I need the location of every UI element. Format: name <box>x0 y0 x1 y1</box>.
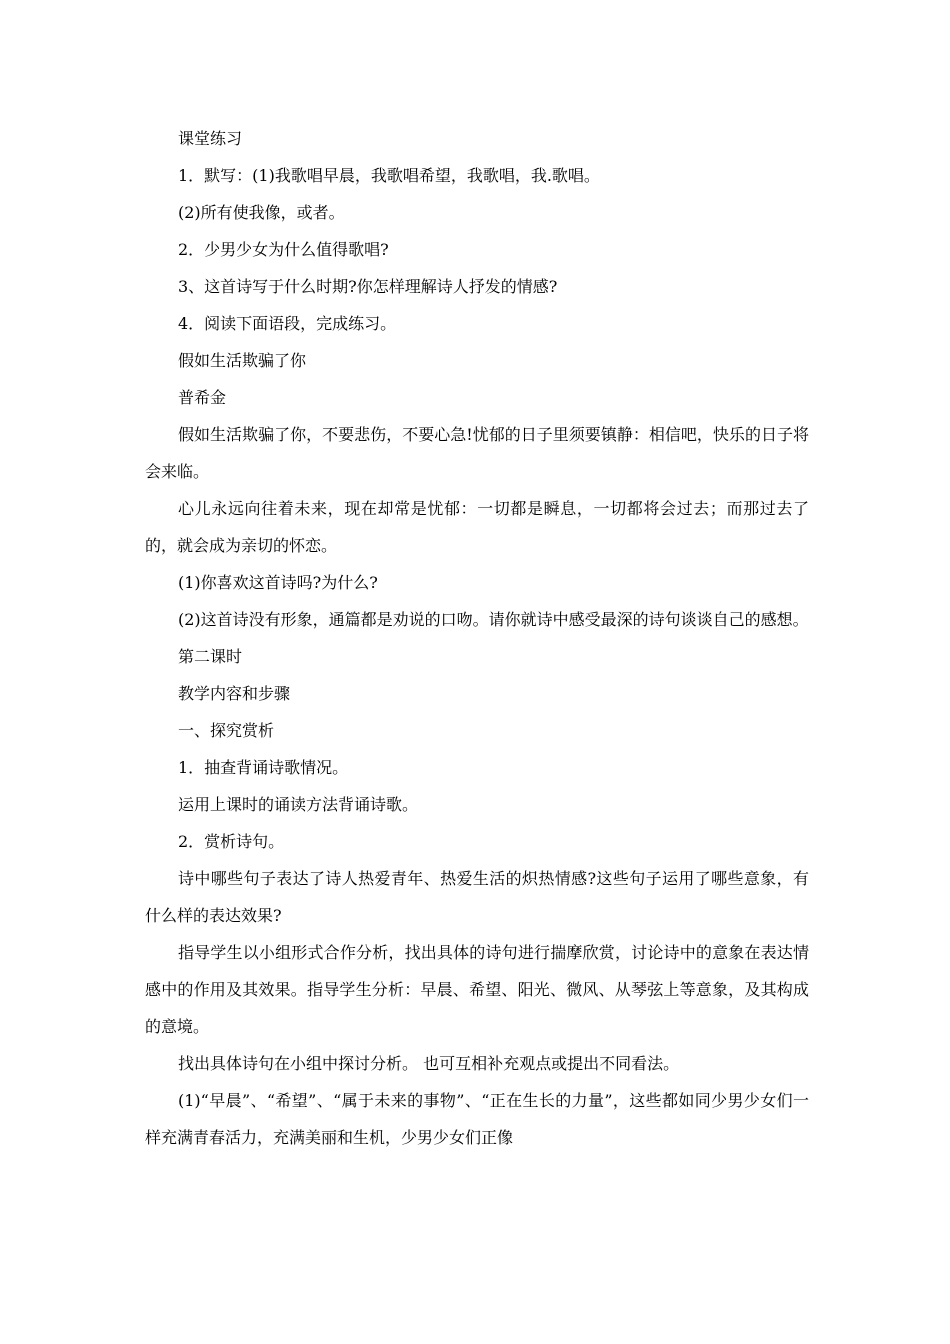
step-2-guidance: 指导学生以小组形式合作分析，找出具体的诗句进行揣摩欣赏，讨论诗中的意象在表达情感中的作用及其效果。指导学生分析：早晨、希望、阳光、微风、从琴弦上等意象，及其构成的意境。 <box>145 943 809 1036</box>
step-1-recitation-check: 1．抽查背诵诗歌情况。 <box>178 758 349 777</box>
poem-author: 普希金 <box>178 388 227 407</box>
heading-teaching-content: 教学内容和步骤 <box>178 684 291 703</box>
heading-explore-appreciate: 一、探究赏析 <box>178 721 275 740</box>
poem-stanza-1: 假如生活欺骗了你，不要悲伤，不要心急!忧郁的日子里须要镇静：相信吧，快乐的日子将会来临。 <box>145 425 809 481</box>
exercise-item-1: 1．默写：(1)我歌唱早晨，我歌唱希望，我歌唱，我.歌唱。 <box>178 166 600 185</box>
exercise-item-1-part-2: (2)所有使我像，或者。 <box>178 203 345 222</box>
exercise-item-2: 2．少男少女为什么值得歌唱? <box>178 240 389 259</box>
poem-title: 假如生活欺骗了你 <box>178 351 307 370</box>
poem-question-2: (2)这首诗没有形象，通篇都是劝说的口吻。请你就诗中感受最深的诗句谈谈自己的感想。 <box>178 610 809 629</box>
step-1-detail: 运用上课时的诵读方法背诵诗歌。 <box>178 795 419 814</box>
step-2-group-discussion: 找出具体诗句在小组中探讨分析。 也可互相补充观点或提出不同看法。 <box>178 1054 680 1073</box>
analysis-point-1: (1)“早晨”、“希望”、“属于未来的事物”、“正在生长的力量”，这些都如同少男少女们一样充满青春活力，充满美丽和生机，少男少女们正像 <box>145 1091 809 1147</box>
step-2-question: 诗中哪些句子表达了诗人热爱青年、热爱生活的炽热情感?这些句子运用了哪些意象，有什么样的表达效果? <box>145 869 809 925</box>
step-2-appreciate-lines: 2．赏析诗句。 <box>178 832 285 851</box>
poem-question-1: (1)你喜欢这首诗吗?为什么? <box>178 573 378 592</box>
heading-classroom-exercise: 课堂练习 <box>178 129 243 148</box>
exercise-item-4: 4．阅读下面语段，完成练习。 <box>178 314 397 333</box>
heading-second-lesson: 第二课时 <box>178 647 243 666</box>
poem-stanza-2: 心儿永远向往着未来，现在却常是忧郁：一切都是瞬息，一切都将会过去；而那过去了的，就会成为亲切的怀恋。 <box>145 499 809 555</box>
exercise-item-3: 3、这首诗写于什么时期?你怎样理解诗人抒发的情感? <box>178 277 558 296</box>
document-body <box>145 120 809 1156</box>
